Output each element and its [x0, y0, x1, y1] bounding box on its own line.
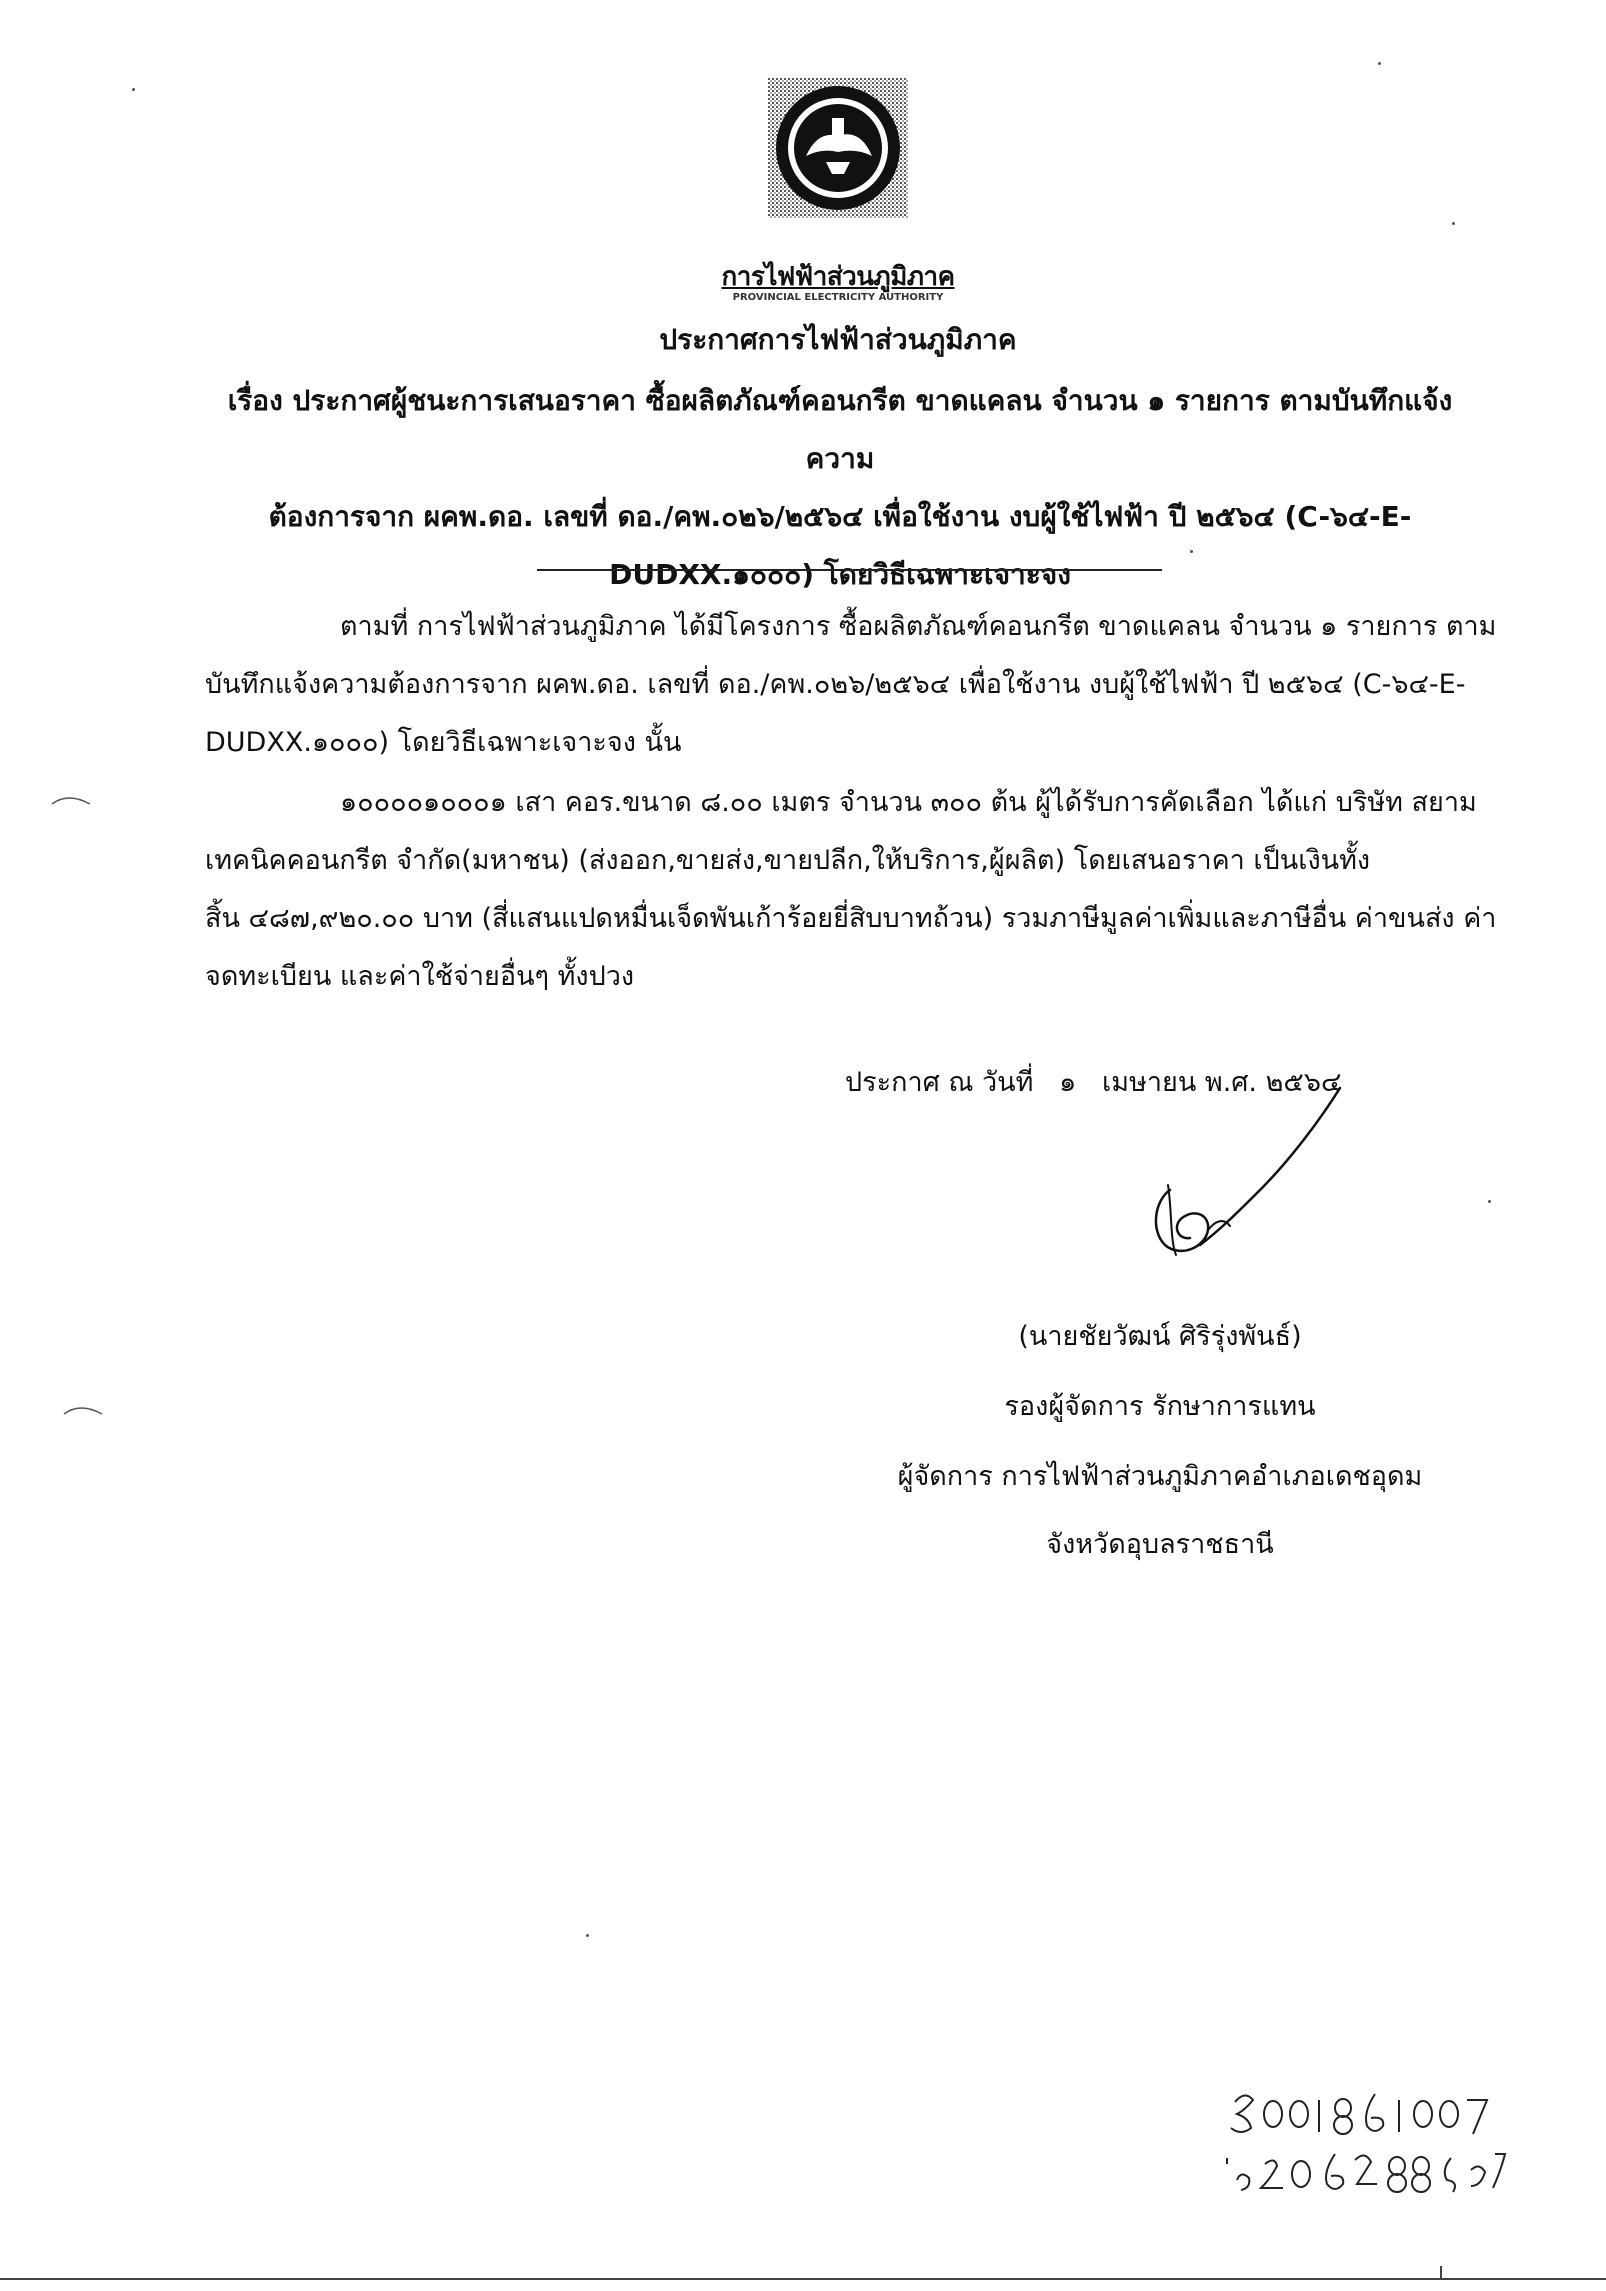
handwritten-note	[1215, 2140, 1515, 2200]
signatory-title: รองผู้จัดการ รักษาการแทน	[1004, 1391, 1316, 1422]
signatory-province: จังหวัดอุบลราชธานี	[1046, 1529, 1274, 1560]
paragraph-line: เทคนิคคอนกรีต จำกัด(มหาชน) (ส่งออก,ขายส่ง,ขายปลีก,ให้บริการ,ผู้ผลิต) โดยเสนอราคา เป็นเงินทั้ง	[205, 845, 1371, 876]
scan-speck	[1190, 550, 1193, 553]
subject-line: ต้องการจาก ผคพ.ดอ. เลขที่ ดอ./คพ.๐๒๖/๒๕๖๔ เพื่อใช้งาน งบผู้ใช้ไฟฟ้า ปี ๒๕๖๔ (C-๖๔-E-	[268, 500, 1412, 533]
paragraph-line: สิ้น ๔๘๗,๙๒๐.๐๐ บาท (สี่แสนแปดหมื่นเจ็ดพันเก้าร้อยยี่สิบบาทถ้วน) รวมภาษีมูลค่าเพิ่มและภาษีอื่น ค่าขนส่ง ค่า	[205, 903, 1497, 934]
paragraph-intro	[205, 598, 1505, 772]
paragraph-line: ๑๐๐๐๐๑๐๐๐๑ เสา คอร.ขนาด ๘.๐๐ เมตร จำนวน ๓๐๐ ต้น ผู้ได้รับการคัดเลือก ได้แก่ บริษัท สยาม	[340, 787, 1477, 818]
paragraph-award	[205, 774, 1505, 1006]
paragraph-line: บันทึกแจ้งความต้องการจาก ผคพ.ดอ. เลขที่ ดอ./คพ.๐๒๖/๒๕๖๔ เพื่อใช้งาน งบผู้ใช้ไฟฟ้า ปี ๒๕๖๔ (C-๖๔-E-	[205, 669, 1466, 700]
paragraph-line: DUDXX.๑๐๐๐) โดยวิธีเฉพาะเจาะจง นั้น	[205, 727, 682, 758]
issuer-heading: ประกาศการไฟฟ้าส่วนภูมิภาค	[659, 323, 1017, 356]
logo-caption: การไฟฟ้าส่วนภูมิภาค	[721, 262, 955, 292]
page-edge-line	[0, 2278, 1606, 2280]
signature-image	[1120, 1080, 1350, 1270]
signatory-title: ผู้จัดการ การไฟฟ้าส่วนภูมิภาคอำเภอเดชอุดม	[897, 1461, 1423, 1492]
subject-line: เรื่อง ประกาศผู้ชนะการเสนอราคา ซื้อผลิตภัณฑ์คอนกรีต ขาดแคลน จำนวน ๑ รายการ ตามบันทึกแจ้งความ	[227, 384, 1453, 475]
logo-subcaption: PROVINCIAL ELECTRICITY AUTHORITY	[732, 292, 944, 303]
paragraph-line: ตามที่ การไฟฟ้าส่วนภูมิภาค ได้มีโครงการ ซื้อผลิตภัณฑ์คอนกรีต ขาดแคลน จำนวน ๑ รายการ ตาม	[340, 611, 1497, 642]
handwritten-note	[1215, 2082, 1515, 2142]
scan-speck	[1378, 62, 1381, 65]
scan-mark	[60, 1400, 110, 1424]
page-edge-tick	[1440, 2266, 1442, 2280]
scan-speck	[1452, 222, 1455, 225]
scan-mark	[48, 790, 98, 814]
subject-line: DUDXX.๑๐๐๐) โดยวิธีเฉพาะเจาะจง	[609, 558, 1071, 591]
scan-speck	[132, 88, 135, 91]
scan-speck	[1488, 1200, 1491, 1203]
scan-speck	[586, 1934, 589, 1937]
paragraph-line: จดทะเบียน และค่าใช้จ่ายอื่นๆ ทั้งปวง	[205, 961, 635, 992]
announcement-date: ประกาศ ณ วันที่ ๑ เมษายน พ.ศ. ๒๕๖๔	[845, 1067, 1342, 1098]
divider	[537, 569, 1162, 571]
signatory-name: (นายชัยวัฒน์ ศิริรุ่งพันธ์)	[1018, 1321, 1302, 1352]
pea-logo	[768, 78, 908, 218]
